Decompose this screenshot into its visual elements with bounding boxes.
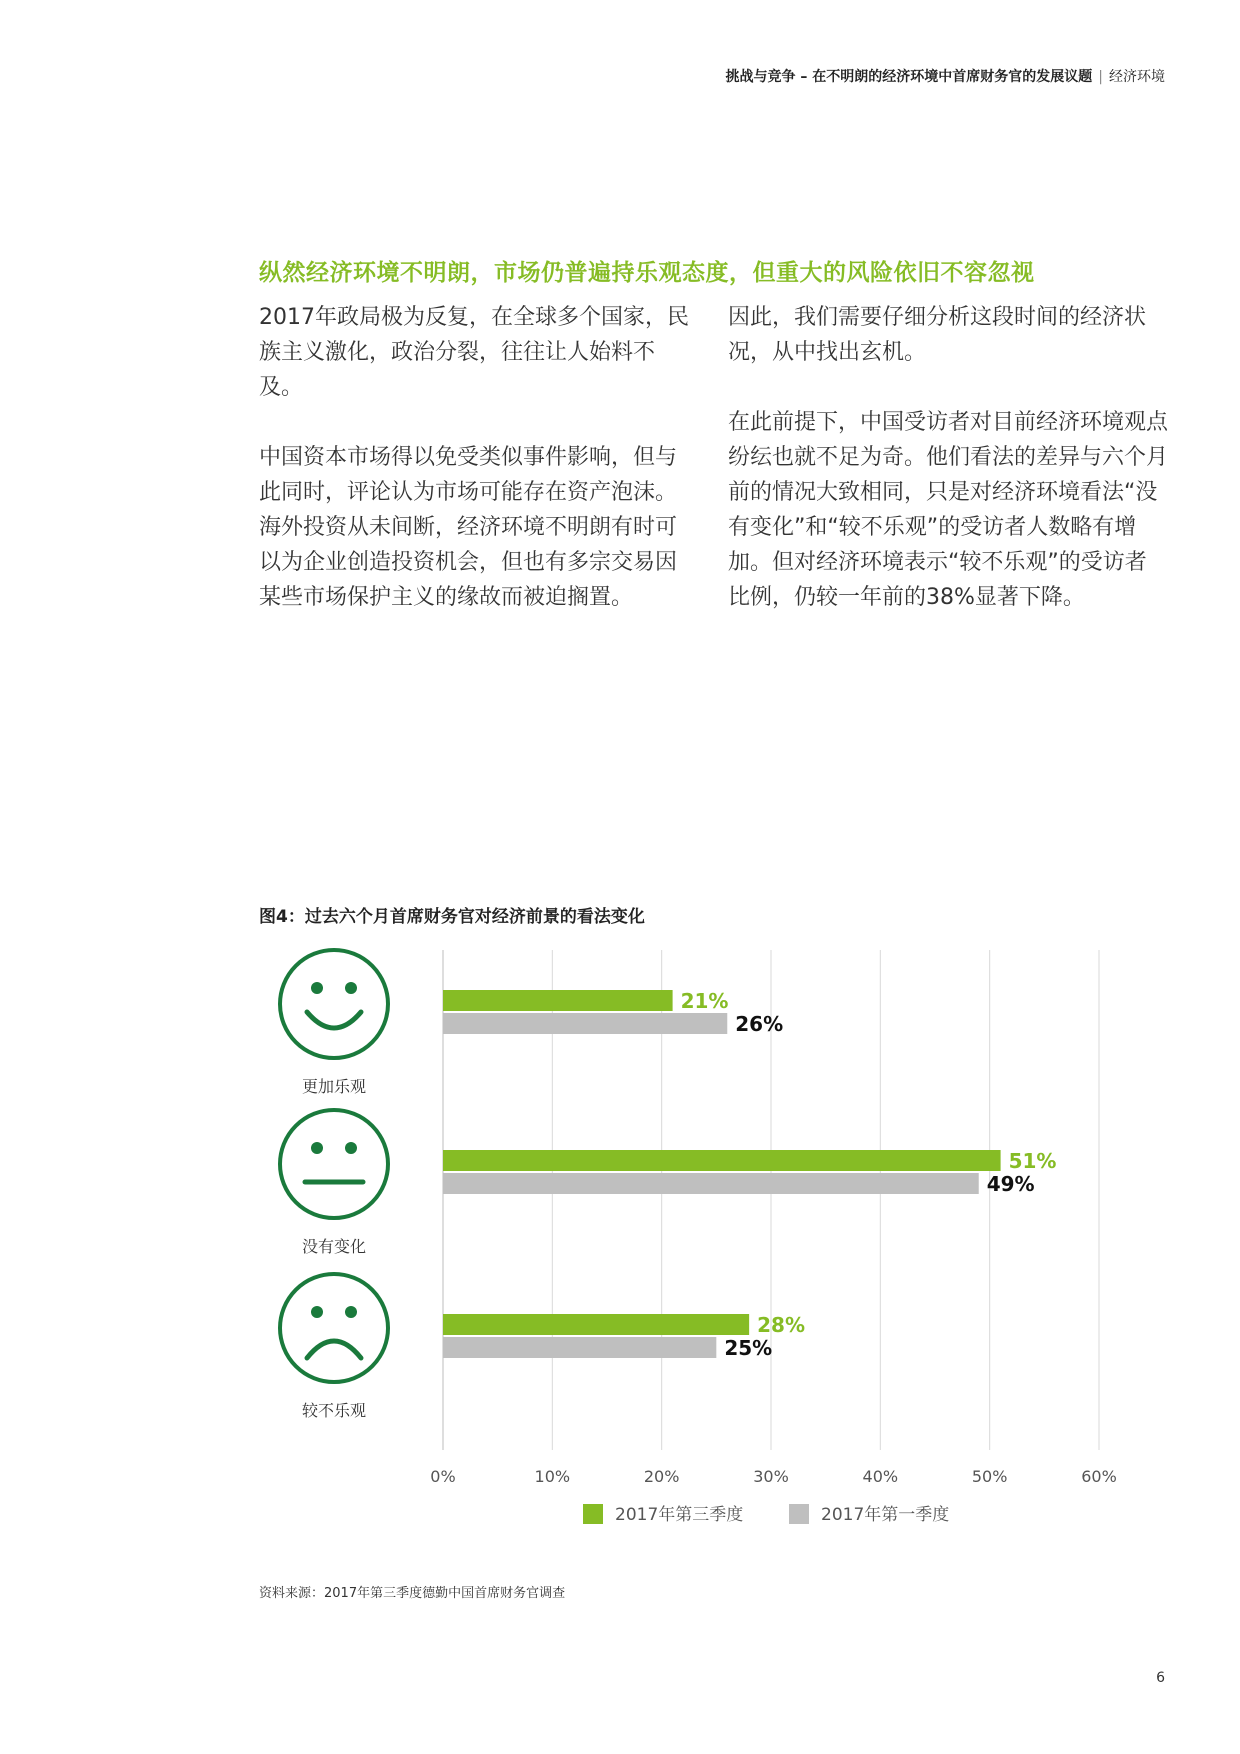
bar: [443, 1173, 979, 1194]
smiley-neutral-icon: [280, 1110, 388, 1218]
smiley-happy-icon: [280, 950, 388, 1058]
smiley-eye: [345, 1142, 357, 1154]
body-paragraph: 因此，我们需要仔细分析这段时间的经济状况，从中找出玄机。: [728, 305, 1147, 365]
running-header: [726, 66, 1165, 86]
body-right-column: [728, 300, 1168, 650]
legend-label: 2017年第三季度: [615, 1505, 744, 1525]
smiley-eye: [311, 982, 323, 994]
smiley-eye: [345, 982, 357, 994]
header-title: 挑战与竞争 – 在不明朗的经济环境中首席财务官的发展议题: [725, 69, 1093, 85]
bar: [443, 1337, 716, 1358]
data-label: 21%: [680, 989, 729, 1013]
category-label: 较不乐观: [301, 1401, 367, 1420]
bar-chart: [259, 940, 1159, 1560]
x-tick-label: 10%: [534, 1467, 571, 1486]
source-note: 资料来源：2017年第三季度德勤中国首席财务官调查: [259, 1586, 566, 1601]
smiley-eye: [311, 1142, 323, 1154]
data-label: 28%: [757, 1313, 806, 1337]
body-left-column: [259, 300, 695, 650]
figure-title: 图4：过去六个月首席财务官对经济前景的看法变化: [259, 907, 645, 927]
section-heading: 纵然经济环境不明朗，市场仍普遍持乐观态度，但重大的风险依旧不容忽视: [259, 260, 1035, 286]
body-paragraph: 在此前提下，中国受访者对目前经济环境观点纷纭也就不足为奇。他们看法的差异与六个月前的情况大致相同，只是对经济环境看法“没有变化”和“较不乐观”的受访者人数略有增加。但对经济环境表示“较不乐观”的受访者比例，仍较一年前的38%显著下降。: [728, 410, 1169, 610]
x-tick-label: 60%: [1081, 1467, 1117, 1486]
x-tick-label: 0%: [430, 1467, 456, 1486]
bar: [443, 1314, 749, 1335]
bar: [443, 1150, 1001, 1171]
category-label: 没有变化: [301, 1237, 367, 1256]
data-label: 51%: [1008, 1149, 1057, 1173]
legend-swatch: [789, 1504, 809, 1524]
category-label: 更加乐观: [301, 1077, 367, 1096]
smiley-sad-icon: [280, 1274, 388, 1382]
smiley-eye: [311, 1306, 323, 1318]
body-paragraph: 中国资本市场得以免受类似事件影响，但与此同时，评论认为市场可能存在资产泡沫。海外投资从未间断，经济环境不明朗有时可以为企业创造投资机会，但也有多宗交易因某些市场保护主义的缘故而被迫搁置。: [259, 445, 678, 610]
x-tick-label: 20%: [643, 1467, 680, 1486]
header-section: 经济环境: [1109, 69, 1165, 85]
smiley-mouth: [307, 1341, 361, 1358]
bar: [443, 1013, 727, 1034]
x-tick-label: 30%: [753, 1467, 789, 1486]
smiley-mouth: [307, 1012, 361, 1028]
page-number: 6: [1156, 1670, 1165, 1686]
bar: [443, 990, 673, 1011]
x-tick-label: 50%: [971, 1467, 1008, 1486]
legend-label: 2017年第一季度: [821, 1505, 950, 1525]
header-separator: |: [1098, 69, 1103, 85]
data-label: 49%: [986, 1172, 1035, 1196]
data-label: 26%: [735, 1012, 784, 1036]
data-label: 25%: [724, 1336, 773, 1360]
legend-swatch: [583, 1504, 603, 1524]
x-tick-label: 40%: [862, 1467, 899, 1486]
body-paragraph: 2017年政局极为反复，在全球多个国家，民族主义激化，政治分裂，往往让人始料不及。: [259, 305, 689, 400]
smiley-eye: [345, 1306, 357, 1318]
